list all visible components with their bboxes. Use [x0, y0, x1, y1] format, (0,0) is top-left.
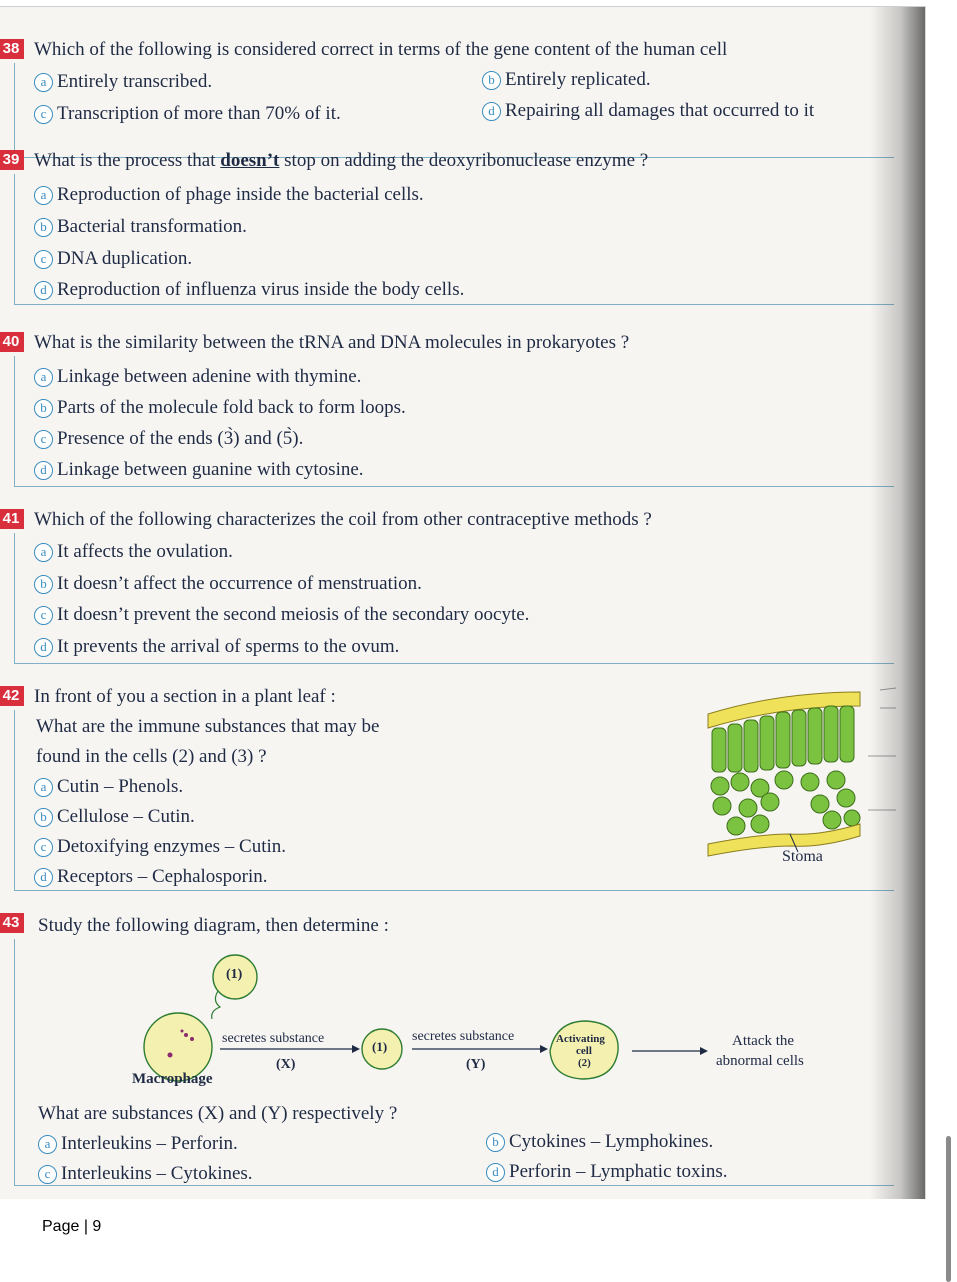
- option-text: Perforin – Lymphatic toxins.: [509, 1161, 728, 1182]
- arrow-y-bottom: (Y): [466, 1057, 486, 1072]
- option-text: Cytokines – Lymphokines.: [509, 1131, 714, 1152]
- question-prompt: What are substances (X) and (Y) respectively ?: [38, 1103, 398, 1124]
- option-b[interactable]: [486, 1131, 713, 1153]
- question-stem: Study the following diagram, then determine :: [38, 915, 389, 936]
- leaf-section-figure: [700, 684, 900, 874]
- option-letter: b: [482, 71, 501, 90]
- option-letter: c: [38, 1165, 57, 1184]
- question-stem: [34, 150, 648, 172]
- option-letter: a: [38, 1135, 57, 1154]
- divider: [14, 710, 15, 890]
- option-letter: d: [34, 868, 53, 887]
- arrow-x-top: secretes substance: [222, 1031, 325, 1046]
- option-b[interactable]: [34, 573, 422, 595]
- option-a[interactable]: [34, 71, 212, 93]
- option-b[interactable]: [34, 216, 247, 238]
- divider: [14, 890, 894, 891]
- divider: [14, 304, 894, 305]
- question-stem: Which of the following characterizes the coil from other contraceptive methods ?: [34, 509, 652, 530]
- question-39: [0, 148, 900, 308]
- mid-cell-label: (1): [372, 1039, 388, 1054]
- option-letter: d: [34, 638, 53, 657]
- question-number: 42: [0, 686, 24, 706]
- option-text: It affects the ovulation.: [57, 541, 233, 562]
- option-c[interactable]: [34, 103, 341, 125]
- option-letter: c: [34, 606, 53, 625]
- option-letter: a: [34, 368, 53, 387]
- question-38: [0, 37, 900, 137]
- question-stem: What is the similarity between the tRNA and DNA molecules in prokaryotes ?: [34, 332, 630, 353]
- activating-cell-line2: cell: [576, 1045, 592, 1057]
- stem-emphasis: doesn’t: [220, 150, 280, 171]
- option-letter: d: [34, 281, 53, 300]
- option-a[interactable]: [38, 1133, 238, 1155]
- question-stem-line: In front of you a section in a plant leaf :: [34, 686, 336, 707]
- divider: [14, 356, 15, 486]
- question-stem-line: found in the cells (2) and (3) ?: [36, 746, 267, 767]
- option-letter: b: [34, 399, 53, 418]
- activating-cell-line3: (2): [578, 1057, 591, 1069]
- option-b[interactable]: [34, 806, 195, 828]
- question-number: 38: [0, 39, 24, 59]
- option-letter: c: [34, 430, 53, 449]
- divider: [14, 174, 15, 304]
- option-letter: a: [34, 543, 53, 562]
- stem-part: What is the process that: [34, 150, 221, 171]
- option-text: Cutin – Phenols.: [57, 776, 184, 797]
- option-d[interactable]: [34, 459, 364, 481]
- option-letter: c: [34, 250, 53, 269]
- option-d[interactable]: [486, 1161, 727, 1183]
- option-letter: a: [34, 778, 53, 797]
- option-c[interactable]: [34, 836, 286, 858]
- question-40: [0, 330, 900, 490]
- option-letter: c: [34, 838, 53, 857]
- stoma-label: Stoma: [782, 848, 823, 865]
- option-text: Interleukins – Perforin.: [61, 1133, 238, 1154]
- option-text: Entirely transcribed.: [57, 71, 213, 92]
- arrow-x-bottom: (X): [276, 1057, 296, 1072]
- question-number: 41: [0, 509, 24, 529]
- scanned-page: [0, 6, 926, 1199]
- cell-1-label: (1): [226, 967, 243, 982]
- option-text: Bacterial transformation.: [57, 216, 247, 237]
- macrophage-label: Macrophage: [132, 1071, 213, 1087]
- divider: [14, 533, 15, 663]
- scrollbar[interactable]: [946, 1136, 951, 1282]
- divider: [14, 663, 894, 664]
- option-text: Reproduction of influenza virus inside the body cells.: [57, 279, 465, 300]
- option-letter: a: [34, 73, 53, 92]
- option-d[interactable]: [34, 866, 268, 888]
- option-text: Cellulose – Cutin.: [57, 806, 195, 827]
- option-c[interactable]: [34, 428, 303, 450]
- option-text: Linkage between guanine with cytosine.: [57, 459, 364, 480]
- option-text: It doesn’t affect the occurrence of menstruation.: [57, 573, 422, 594]
- option-letter: d: [486, 1163, 505, 1182]
- option-a[interactable]: [34, 541, 233, 563]
- option-a[interactable]: [34, 366, 361, 388]
- arrow-y-top: secretes substance: [412, 1029, 515, 1044]
- option-a[interactable]: [34, 184, 424, 206]
- stem-part: stop on adding the deoxyribonuclease enzyme ?: [279, 150, 649, 171]
- option-letter: b: [486, 1133, 505, 1152]
- option-a[interactable]: [34, 776, 183, 798]
- divider: [14, 1185, 894, 1186]
- question-number: 40: [0, 332, 24, 352]
- option-b[interactable]: [482, 69, 651, 91]
- question-number: 43: [0, 913, 24, 933]
- option-text: Linkage between adenine with thymine.: [57, 366, 362, 387]
- divider: [14, 63, 15, 157]
- question-stem-line: What are the immune substances that may be: [36, 716, 380, 737]
- option-text: Receptors – Cephalosporin.: [57, 866, 268, 887]
- option-c[interactable]: [38, 1163, 253, 1185]
- question-41: [0, 507, 900, 667]
- option-c[interactable]: [34, 604, 529, 626]
- option-letter: b: [34, 218, 53, 237]
- option-text: Detoxifying enzymes – Cutin.: [57, 836, 287, 857]
- option-d[interactable]: [34, 636, 399, 658]
- question-stem: Which of the following is considered correct in terms of the gene content of the human cell: [34, 39, 728, 60]
- option-text: Parts of the molecule fold back to form loops.: [57, 397, 406, 418]
- option-letter: b: [34, 575, 53, 594]
- option-letter: c: [34, 105, 53, 124]
- divider: [14, 486, 894, 487]
- option-d[interactable]: [482, 100, 814, 122]
- divider: [14, 939, 15, 1185]
- option-letter: a: [34, 186, 53, 205]
- activating-cell-line1: Activating: [556, 1033, 605, 1045]
- question-number: 39: [0, 150, 24, 170]
- option-letter: b: [34, 808, 53, 827]
- page-footer: Page | 9: [42, 1218, 102, 1235]
- question-42: [0, 684, 900, 894]
- result-line1: Attack the: [732, 1033, 795, 1049]
- result-line2: abnormal cells: [716, 1053, 804, 1069]
- option-letter: d: [34, 461, 53, 480]
- option-text: Presence of the ends (3̀) and (5̀).: [57, 428, 304, 449]
- option-text: It doesn’t prevent the second meiosis of the secondary oocyte.: [57, 604, 530, 625]
- option-b[interactable]: [34, 397, 406, 419]
- option-text: It prevents the arrival of sperms to the ovum.: [57, 636, 400, 657]
- option-text: Entirely replicated.: [505, 69, 651, 90]
- option-text: Interleukins – Cytokines.: [61, 1163, 253, 1184]
- option-text: Repairing all damages that occurred to it: [505, 100, 815, 121]
- option-c[interactable]: [34, 248, 192, 270]
- question-43: [0, 911, 900, 1191]
- option-text: DNA duplication.: [57, 248, 193, 269]
- option-letter: d: [482, 102, 501, 121]
- option-d[interactable]: [34, 279, 464, 301]
- option-text: Transcription of more than 70% of it.: [57, 103, 341, 124]
- option-text: Reproduction of phage inside the bacterial cells.: [57, 184, 424, 205]
